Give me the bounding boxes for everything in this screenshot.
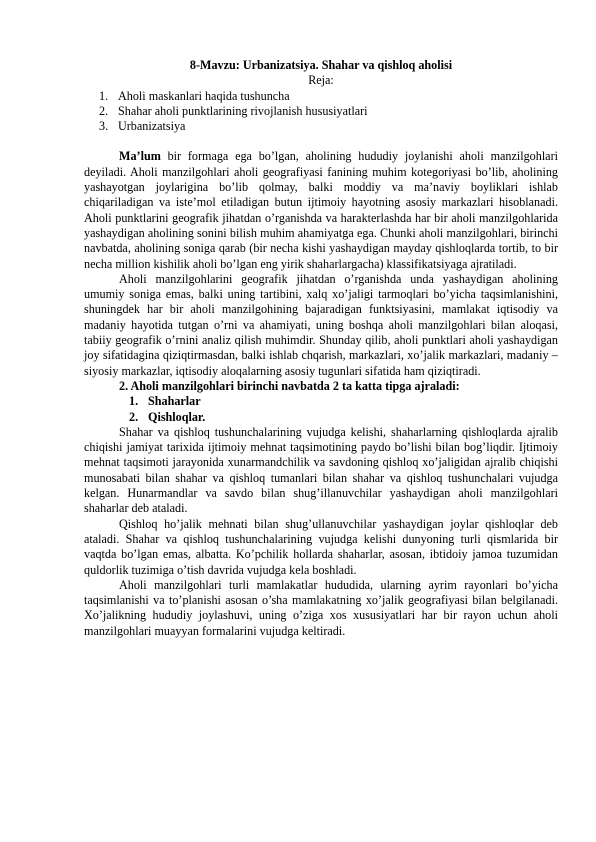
paragraph-4: Qishloq ho’jalik mehnati bilan shug’ullanuvchilar yashaydigan joylar qishloqlar deb ataladi. Shahar va qishloq tushunchalarining vujudga kelishi dunyoning turli qismlarida bir vaqtda bo’lgan emas, albatta. Ko’pchilik hollarda shaharlar, asosan, ibtidoiy jamoa tuzumidan quldorlik tuzimiga o’tish davrida vujudga kela boshladi. <box>84 516 558 577</box>
types-list <box>84 394 558 425</box>
section-heading: 2. Aholi manzilgohlari birinchi navbatda 2 ta katta tipga ajraladi: <box>119 378 460 393</box>
list-item: 1. Shaharlar <box>129 394 201 409</box>
plan-list <box>84 89 558 135</box>
paragraph-3: Shahar va qishloq tushunchalarining vujudga kelishi, shaharlarning qishloqlarda ajralib chiqishi jamiyat tarixida ijtimoiy mehnat taqsimotining paydo bo’lishi bilan bog’liqdir. Ijtimoiy mehnat taqsimoti jarayonida xunarmandchilik va savdoning qishloq xo’jaligidan ajralib chiqishi munosabati bilan shahar va qishloq tumanlari bilan shahar va qishloq tushunchalari vujudga kelgan. Hunarmandlar va savdo bilan shug’illanuvchilar yashaydigan aholi manzilgohlari shaharlar deb ataladi. <box>84 424 558 516</box>
document-title: 8-Mavzu: Urbanizatsiya. Shahar va qishloq aholisi <box>189 58 453 72</box>
paragraph-5: Aholi manzilgohlari turli mamlakatlar hududida, ularning ayrim rayonlari bo’yicha taqsimlanishi va to’planishi asosan o’sha mamlakatning xo’jalik geografiyasi bilan belgilanadi. Xo’jalikning hududiy joylashuvi, uning o’ziga xos xususiyatlari har bir rayon uchun aholi manzilgohlari muayyan formalarini vujudga keltiradi. <box>84 577 558 638</box>
list-item: 2. Qishloqlar. <box>129 409 206 424</box>
list-item: 2. Shahar aholi punktlarining rivojlanish hususiyatlari <box>99 103 368 118</box>
list-item: 1. Aholi maskanlari haqida tushuncha <box>99 88 290 103</box>
document-page <box>84 58 558 639</box>
paragraph-1: Ma’lum bir formaga ega bo’lgan, aholining hududiy joylanishi aholi manzilgohlari deyiladi. Aholi manzilgohlari aholi geografiyasi fanining muhim kotegoriyasi bo’lib, aholining yashayotgan joylarigina bo’lib qolmay, balki moddiy va ma’naviy boyliklari ishlab chiqariladigan va iste’mol etiladigan butun ijtimoiy hayotning asosiy markazlari hisoblanadi. Aholi punktlarini geografik jihatdan o’rganishda va harakterlashda har bir aholi manzilgohlarida yashaydigan aholining sonini bilish muhim ahamiyatga ega. Chunki aholi manzilgohlari, birinchi navbatda, aholining soniga qarab (bir necha kishi yashaydigan mayday qishloqlarda tortib, to bir necha million kishilik aholi bo’lgan eng yirik shaharlargacha) klassifikatsiyaga ajratiladi. <box>84 149 558 271</box>
paragraph-lead: Ma’lum <box>119 149 161 164</box>
list-item: 3. Urbanizatsiya <box>99 119 186 134</box>
spacer <box>84 134 558 149</box>
paragraph-2: Aholi manzilgohlarini geografik jihatdan o’rganishda unda yashaydigan aholining umumiy soniga emas, balki uning tartibini, xalq xo’jaligi tarmoqlari bo’yicha taqsimlanishini, shuningdek har bir aholi manzilgohining bajaradigan funktsiyasini, mamlakat iqtisodiy va madaniy hayotida tutgan o’rni va ahamiyati, uning boshqa aholi manzilgohlari bilan aloqasi, tabiiy geografik o’rnini analiz qilish muhimdir. Shunday qilib, aholi punktlari aholi yashaydigan joy sifatidagina qiziqtirmasdan, balki ishlab chqarish, markazlari, xo’jalik markazlari, madaniy – siyosiy markazlar, iqtisodiy aloqalarning asosiy tugunlari sifatida ham qiziqtiradi. <box>84 271 558 378</box>
plan-label: Reja: <box>308 73 334 88</box>
